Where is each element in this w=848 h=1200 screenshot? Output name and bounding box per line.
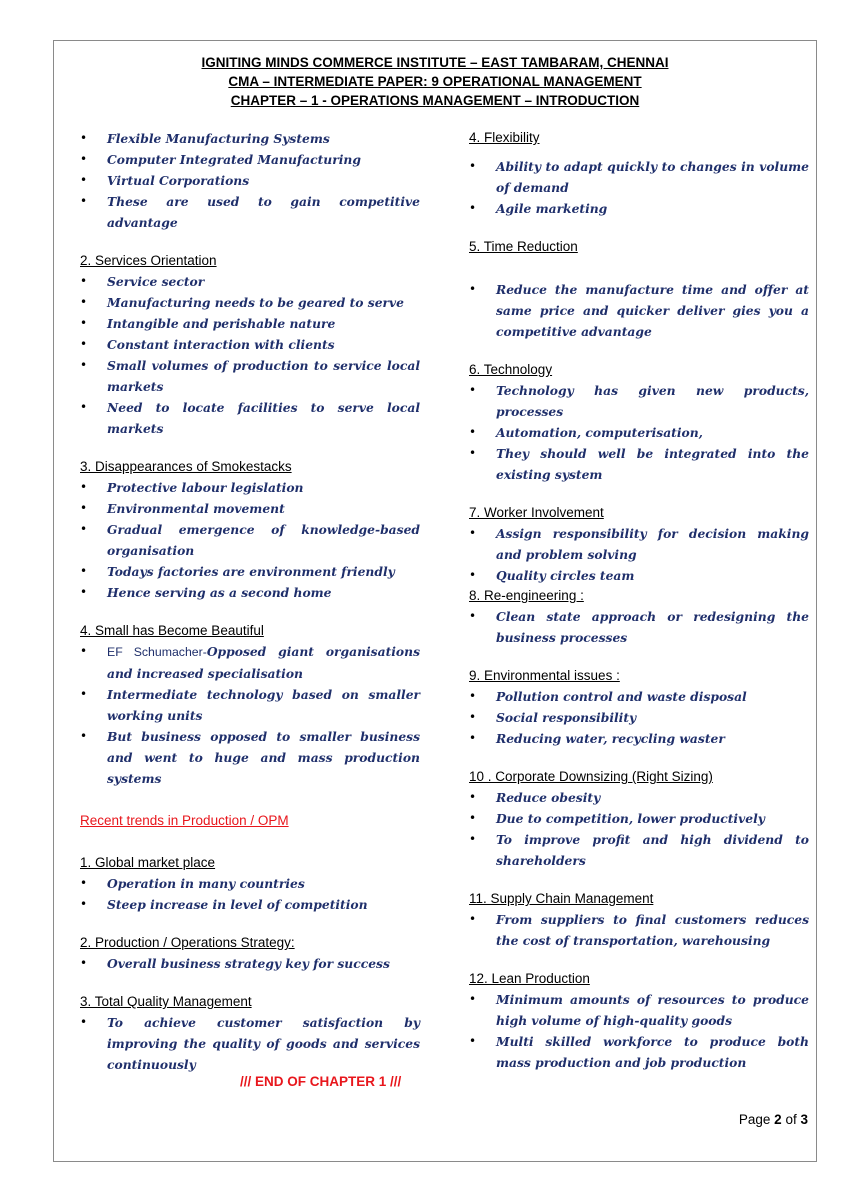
list-item: • Technology has given new products, processes [469, 380, 809, 422]
list-item: • Ability to adapt quickly to changes in volume of demand [469, 156, 809, 198]
list-item: • Intangible and perishable nature [80, 313, 420, 334]
section-heading-global-market: 1. Global market place [80, 855, 216, 870]
list-item: • Intermediate technology based on smaller working units [80, 684, 420, 726]
section-heading-strategy: 2. Production / Operations Strategy: [80, 935, 295, 950]
list-item: • Small volumes of production to service local markets [80, 355, 420, 397]
section-heading-lean-production: 12. Lean Production [469, 971, 590, 986]
page-of: of [785, 1112, 797, 1127]
list-item: • Protective labour legislation [80, 477, 420, 498]
document-header [53, 53, 817, 110]
downsizing-list [469, 787, 809, 871]
list-item: • Reduce the manufacture time and offer at same price and quicker deliver gies you a competitive advantage [469, 279, 809, 342]
list-item: • Operation in many countries [80, 873, 420, 894]
list-item: • Overall business strategy key for success [80, 953, 420, 974]
list-item: • Todays factories are environment friendly [80, 561, 420, 582]
tqm-list [80, 1012, 420, 1075]
supply-chain-list [469, 909, 809, 951]
lean-production-list [469, 989, 809, 1073]
list-item: • Multi skilled workforce to produce both mass production and job production [469, 1031, 809, 1073]
list-item: • Virtual Corporations [80, 170, 420, 191]
section-heading-supply-chain: 11. Supply Chain Management [469, 891, 654, 906]
list-item: • Reducing water, recycling waster [469, 728, 809, 749]
recent-trends-heading: Recent trends in Production / OPM [80, 813, 289, 828]
smokestacks-list [80, 477, 420, 603]
section-heading-technology: 6. Technology [469, 362, 553, 377]
list-item: • Computer Integrated Manufacturing [80, 149, 420, 170]
list-item: • Manufacturing needs to be geared to serve [80, 292, 420, 313]
page-total: 3 [800, 1112, 808, 1127]
list-item: • Agile marketing [469, 198, 809, 219]
global-market-list [80, 873, 420, 915]
list-item: • They should well be integrated into the existing system [469, 443, 809, 485]
list-item: • Flexible Manufacturing Systems [80, 128, 420, 149]
section-heading-tqm: 3. Total Quality Management [80, 994, 252, 1009]
header-chapter: CHAPTER – 1 - OPERATIONS MANAGEMENT – INTRODUCTION [230, 93, 640, 108]
list-item: • Quality circles team [469, 565, 809, 586]
list-item: • These are used to gain competitive advantage [80, 191, 420, 233]
list-item: • But business opposed to smaller business and went to huge and mass production systems [80, 726, 420, 789]
strategy-list [80, 953, 420, 974]
right-column [469, 128, 809, 1073]
time-reduction-list [469, 279, 809, 342]
page-word: Page [738, 1112, 771, 1127]
worker-involvement-list [469, 523, 809, 586]
section-heading-reengineering: 8. Re-engineering : [469, 588, 584, 603]
list-item: • Reduce obesity [469, 787, 809, 808]
reengineering-list [469, 606, 809, 648]
list-item: • Minimum amounts of resources to produce high volume of high-quality goods [469, 989, 809, 1031]
services-list [80, 271, 420, 439]
list-item: • Need to locate facilities to serve local markets [80, 397, 420, 439]
list-item: • Hence serving as a second home [80, 582, 420, 603]
section-heading-downsizing: 10 . Corporate Downsizing (Right Sizing) [469, 769, 713, 784]
technology-list [469, 380, 809, 485]
list-item: • Service sector [80, 271, 420, 292]
flexibility-list [469, 156, 809, 219]
environmental-list [469, 686, 809, 749]
page-number [739, 1112, 808, 1127]
list-item: • Due to competition, lower productively [469, 808, 809, 829]
list-item: • Pollution control and waste disposal [469, 686, 809, 707]
list-item: • Steep increase in level of competition [80, 894, 420, 915]
left-column [80, 128, 420, 1075]
list-item: • To achieve customer satisfaction by improving the quality of goods and services continuously [80, 1012, 420, 1075]
end-of-chapter-marker: /// END OF CHAPTER 1 /// [240, 1074, 402, 1089]
header-institute: IGNITING MINDS COMMERCE INSTITUTE – EAST TAMBARAM, CHENNAI [201, 55, 669, 70]
intro-list [80, 128, 420, 233]
page-current: 2 [774, 1112, 782, 1127]
list-item [80, 641, 420, 684]
list-item: • Environmental movement [80, 498, 420, 519]
section-heading-smokestacks: 3. Disappearances of Smokestacks [80, 459, 292, 474]
section-heading-flexibility: 4. Flexibility [469, 130, 540, 145]
list-item: • Social responsibility [469, 707, 809, 728]
schumacher-text: Opposed giant organisations and increased specialisation [107, 644, 420, 681]
header-paper: CMA – INTERMEDIATE PAPER: 9 OPERATIONAL MANAGEMENT [228, 74, 642, 89]
section-heading-worker-involvement: 7. Worker Involvement [469, 505, 604, 520]
list-item: • From suppliers to final customers reduces the cost of transportation, warehousing [469, 909, 809, 951]
list-item: • Gradual emergence of knowledge-based organisation [80, 519, 420, 561]
small-beautiful-list [80, 641, 420, 789]
section-heading-services: 2. Services Orientation [80, 253, 217, 268]
section-heading-time-reduction: 5. Time Reduction [469, 239, 578, 254]
list-item: • Automation, computerisation, [469, 422, 809, 443]
section-heading-small-beautiful: 4. Small has Become Beautiful [80, 623, 264, 638]
section-heading-environmental: 9. Environmental issues : [469, 668, 620, 683]
list-item: • To improve profit and high dividend to shareholders [469, 829, 809, 871]
list-item: • Assign responsibility for decision making and problem solving [469, 523, 809, 565]
list-item: • Clean state approach or redesigning the business processes [469, 606, 809, 648]
schumacher-label: EF Schumacher- [107, 645, 207, 659]
list-item: • Constant interaction with clients [80, 334, 420, 355]
